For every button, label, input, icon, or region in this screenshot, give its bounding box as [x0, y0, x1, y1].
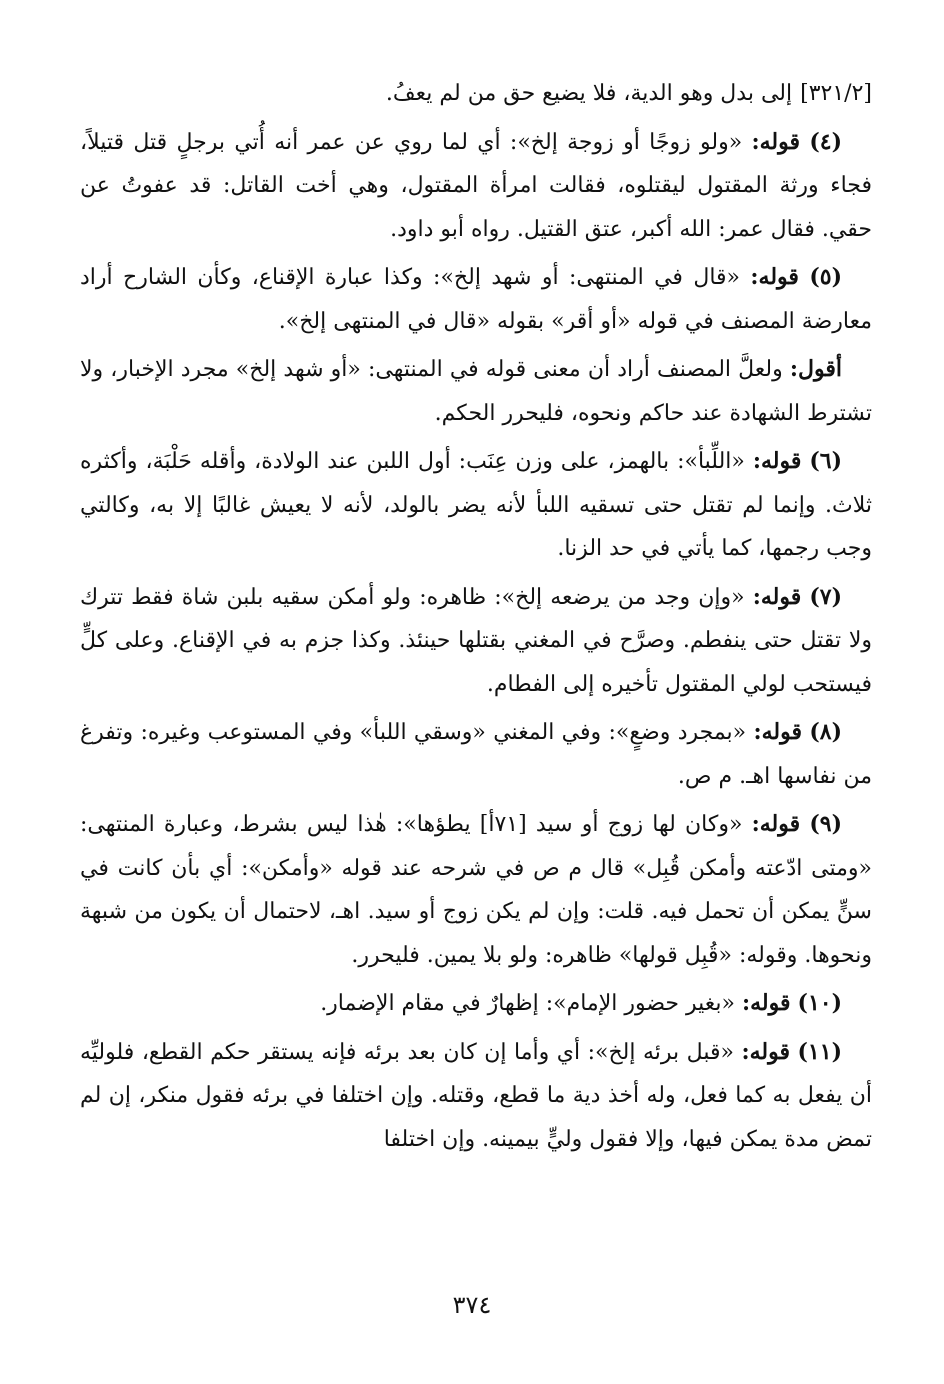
note-text: «اللِّبأ»: بالهمز، على وزن عِنَب: أول اللبن عند الولادة، وأقله حَلْبَة، وأكثره ثلاث. وإنما لم تقتل حتى تسقيه اللبأ لأنه يضر بالولد، لأنه لا يعيش غالبًا إلا به، وكالتي وجب رجمها، كما يأتي في حد الزنا. [80, 449, 872, 561]
note-number: (٧) [809, 583, 842, 610]
note-11 [80, 1031, 872, 1162]
note-10 [80, 982, 872, 1026]
note-text: «قبل برئه إلخ»: أي وأما إن كان بعد برئه فإنه يستقر حكم القطع، فلوليِّه أن يفعل به كما فعل، وله أخذ دية ما قطع، وقتله. وإن اختلفا في برئه فقول منكر، إن لم تمض مدة يمكن فيها، وإلا فقول وليٍّ بيمينه. وإن اختلفا [80, 1039, 872, 1152]
note-keyword: قوله: [752, 448, 802, 474]
note-keyword: قوله: [751, 128, 801, 155]
volume-page-reference: [٣٢١/٢] [800, 81, 872, 106]
note-5 [80, 256, 872, 343]
paragraph-continuation [80, 72, 872, 116]
note-number: (٨) [809, 719, 843, 745]
note-number: (٥) [809, 264, 843, 290]
note-text: «بغير حضور الإمام»: إظهارٌ في مقام الإضمار. [320, 991, 735, 1016]
note-9 [80, 803, 872, 977]
note-keyword: قوله: [753, 719, 802, 745]
body-text [80, 72, 872, 1166]
note-text: «وإن وجد من يرضعه إلخ»: ظاهره: ولو أمكن سقيه بلبن شاة فقط تترك ولا تقتل حتى ينفطم. وصرَّح في المغني بقتلها حينئذ. وكذا جزم به في الإقناع. وعلى كلٍّ فيستحب لولي المقتول تأخيره إلى الفطام. [80, 584, 872, 697]
note-keyword: قوله: [741, 1038, 790, 1065]
note-keyword: قوله: [742, 990, 791, 1016]
note-text: «وكان لها زوج أو سيد [٧١أ] يطؤها»: هٰذا ليس بشرط، وعبارة المنتهى: «ومتى ادّعته وأمكن قُبِل» قال م ص في شرحه عند قوله «وأمكن»: أي بأن كانت في سنٍّ يمكن أن تحمل فيه. قلت: وإن لم يكن زوج أو سيد. اهـ، لاحتمال أن يكون من شبهة ونحوها. وقوله: «قُبِل قولها» ظاهره: ولو بلا يمين. فليحرر. [80, 812, 872, 968]
note-number: (١١) [797, 1038, 842, 1065]
note-number: (١٠) [797, 990, 842, 1016]
note-keyword: قوله: [750, 264, 799, 290]
note-6 [80, 440, 872, 571]
note-number: (٦) [809, 448, 842, 474]
comment-text: ولعلَّ المصنف أراد أن معنى قوله في المنتهى: «أو شهد إلخ» مجرد الإخبار، ولا تشترط الشهادة عند حاكم ونحوه، فليحرر الحكم. [80, 357, 872, 426]
note-7 [80, 576, 872, 707]
paragraph-text: إلى بدل وهو الدية، فلا يضيع حق من لم يعفُ. [385, 81, 793, 106]
note-keyword: قوله: [752, 583, 802, 610]
comment-keyword: أقول: [789, 356, 842, 382]
note-text: «قال في المنتهى: أو شهد إلخ»: وكذا عبارة الإقناع، وكأن الشارح أراد معارضة المصنف في قوله «أو أقر» بقوله «قال في المنتهى إلخ». [80, 265, 872, 334]
page-number: ٣٧٤ [452, 1291, 492, 1319]
note-number: (٤) [809, 128, 843, 155]
note-keyword: قوله: [751, 811, 801, 837]
note-4 [80, 121, 872, 252]
note-text: «بمجرد وضعٍ»: وفي المغني «وسقي اللبأ» وفي المستوعب وغيره: وتفرغ من نفاسها اهـ. م ص. [80, 720, 872, 789]
note-8 [80, 711, 872, 798]
note-number: (٩) [809, 811, 843, 837]
note-text: «ولو زوجًا أو زوجة إلخ»: أي لما روي عن عمر أنه أُتي برجلٍ قتل قتيلاً، فجاء ورثة المقتول ليقتلوه، فقالت امرأة المقتول، وهي أخت القاتل: قد عفوتُ عن حقي. فقال عمر: الله أكبر، عتق القتيل. رواه أبو داود. [80, 129, 872, 242]
author-comment [80, 348, 872, 435]
